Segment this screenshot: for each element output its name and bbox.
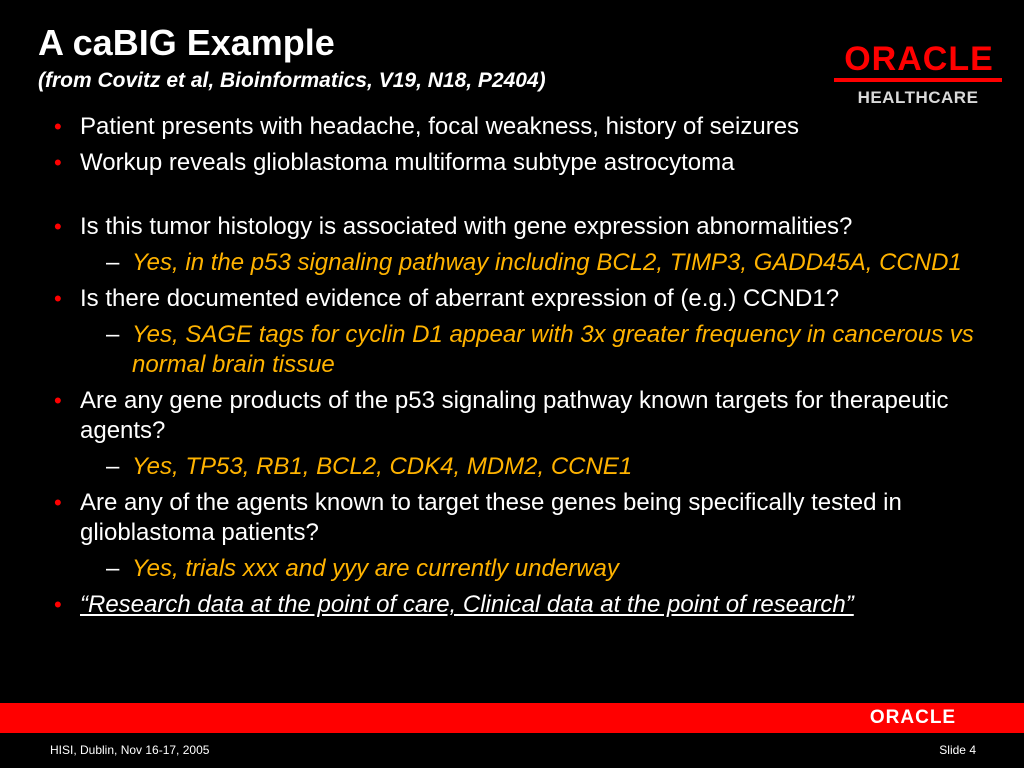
bullet-dot-icon: • [54,490,62,515]
slide-subtitle: (from Covitz et al, Bioinformatics, V19, N18, P2404) [38,69,546,92]
bullet-list [54,112,1014,626]
answer-text: Yes, SAGE tags for cyclin D1 appear with 3x greater frequency in cancerous vs normal brain tissue [132,321,974,378]
slide-number: Slide 4 [939,743,976,757]
answer-item [54,554,1014,584]
oracle-healthcare-logo [828,40,1008,114]
oracle-logo-word: ORACLE [844,40,994,78]
bullet-dot-icon: • [54,388,62,413]
slide-title: A caBIG Example [38,22,335,63]
dash-icon: – [106,321,120,348]
answer-text: Yes, trials xxx and yyy are currently underway [132,555,619,582]
bullet-text: Patient presents with headache, focal weakness, history of seizures [80,113,800,140]
answer-item [54,452,1014,482]
bullet-item [54,212,1014,242]
bullet-text: Is there documented evidence of aberrant expression of (e.g.) CCND1? [80,285,840,312]
answer-item [54,248,1014,278]
spacer [54,184,1014,212]
bullet-item [54,386,1014,446]
bullet-item [54,590,1014,620]
bullet-dot-icon: • [54,214,62,239]
answer-text: Yes, in the p53 signaling pathway including BCL2, TIMP3, GADD45A, CCND1 [132,249,962,276]
footer-oracle-logo: ORACLE [869,707,957,728]
bullet-text: Workup reveals glioblastoma multiforma subtype astrocytoma [80,149,735,176]
bullet-dot-icon: • [54,592,62,617]
bullet-text: Is this tumor histology is associated with gene expression abnormalities? [80,213,853,240]
bullet-dot-icon: • [54,114,62,139]
bullet-item [54,148,1014,178]
bullet-text: Are any of the agents known to target these genes being specifically tested in glioblastoma patients? [80,489,902,546]
dash-icon: – [106,249,120,276]
footer-event: HISI, Dublin, Nov 16-17, 2005 [50,743,210,757]
logo-divider [834,78,1002,82]
bullet-text: Are any gene products of the p53 signaling pathway known targets for therapeutic agents? [80,387,949,444]
bullet-dot-icon: • [54,286,62,311]
dash-icon: – [106,453,120,480]
healthcare-logo-text: HEALTHCARE [857,88,979,107]
answer-text: Yes, TP53, RB1, BCL2, CDK4, MDM2, CCNE1 [132,453,633,480]
bullet-dot-icon: • [54,150,62,175]
closing-quote: “Research data at the point of care, Clinical data at the point of research” [80,591,854,618]
dash-icon: – [106,555,120,582]
answer-item [54,320,1014,380]
bullet-item [54,284,1014,314]
bullet-item [54,112,1014,142]
bullet-item [54,488,1014,548]
